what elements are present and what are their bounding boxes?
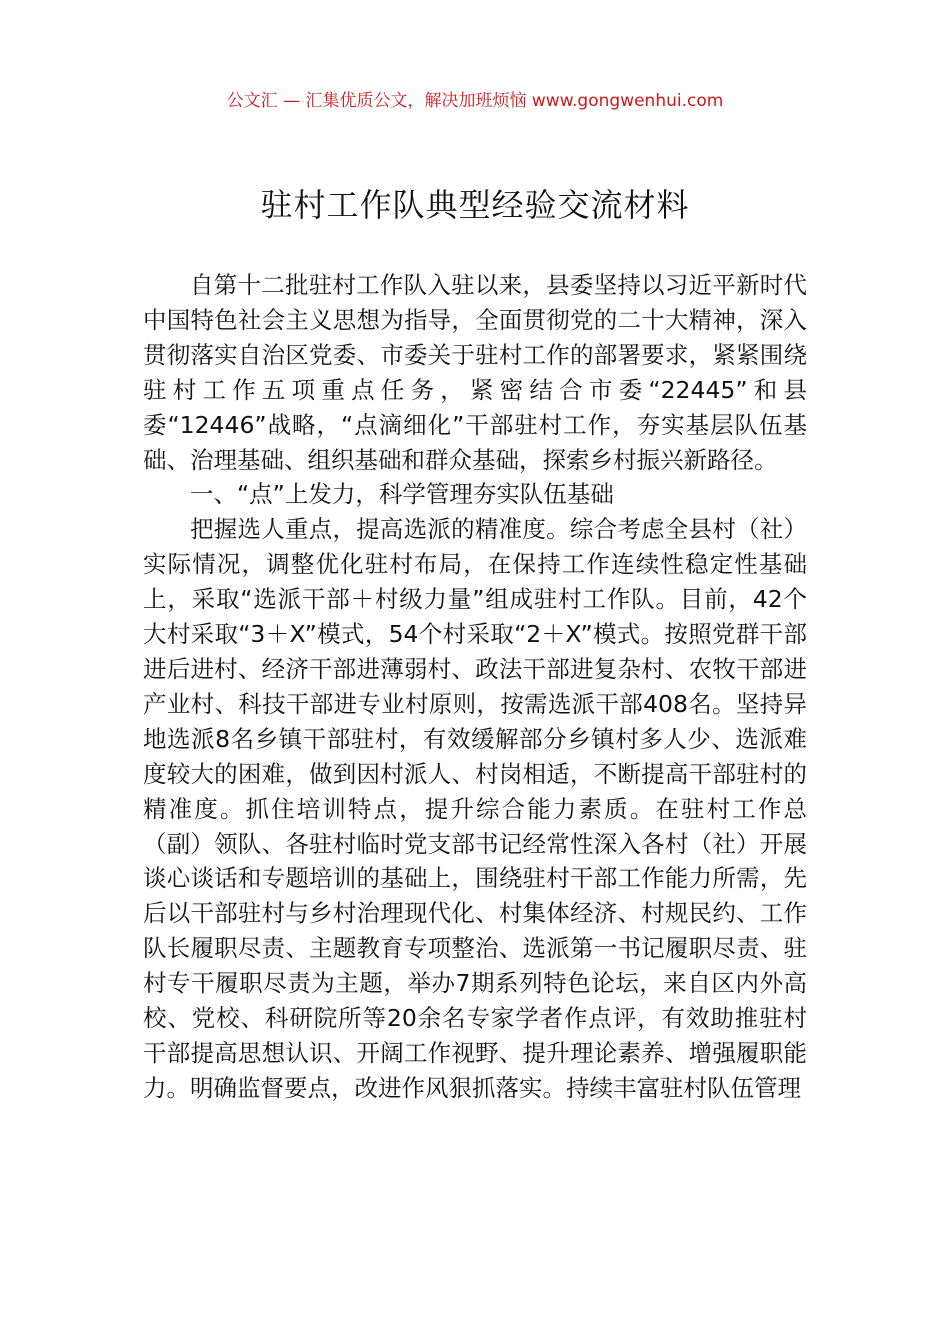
paragraph-section-1: 把握选人重点，提高选派的精准度。综合考虑全县村（社）实际情况，调整优化驻村布局，在保持工作连续性稳定性基础上，采取“选派干部＋村级力量”组成驻村工作队。目前，42个大村采取“3＋X”模式，54个村采取“2＋X”模式。按照党群干部进后进村、经济干部进薄弱村、政法干部进复杂村、农牧干部进产业村、科技干部进专业村原则，按需选派干部408名。坚持异地选派8名乡镇干部驻村，有效缓解部分乡镇村多人少、选派难度较大的困难，做到因村派人、村岗相适，不断提高干部驻村的精准度。抓住培训特点，提升综合能力素质。在驻村工作总（副）领队、各驻村临时党支部书记经常性深入各村（社）开展谈心谈话和专题培训的基础上，围绕驻村干部工作能力所需，先后以干部驻村与乡村治理现代化、村集体经济、村规民约、工作队长履职尽责、主题教育专项整治、选派第一书记履职尽责、驻村专干履职尽责为主题，举办7期系列特色论坛，来自区内外高校、党校、科研院所等20余名专家学者作点评，有效助推驻村干部提高思想认识、开阔工作视野、提升理论素养、增强履职能力。明确监督要点，改进作风狠抓落实。持续丰富驻村队伍管理 [143,515,807,1102]
paragraph-intro: 自第十二批驻村工作队入驻以来，县委坚持以习近平新时代中国特色社会主义思想为指导，全面贯彻党的二十大精神，深入贯彻落实自治区党委、市委关于驻村工作的部署要求，紧紧围绕驻村工作五项重点任务，紧密结合市委“22445”和县委“12446”战略，“点滴细化”干部驻村工作，夯实基层队伍基础、治理基础、组织基础和群众基础，探索乡村振兴新路径。 [143,271,807,474]
document-body [143,268,807,1106]
document-title: 驻村工作队典型经验交流材料 [260,186,690,224]
section-heading-1: 一、“点”上发力，科学管理夯实队伍基础 [190,480,614,509]
site-header-banner: 公文汇 — 汇集优质公文，解决加班烦恼 www.gongwenhui.com [226,91,724,111]
